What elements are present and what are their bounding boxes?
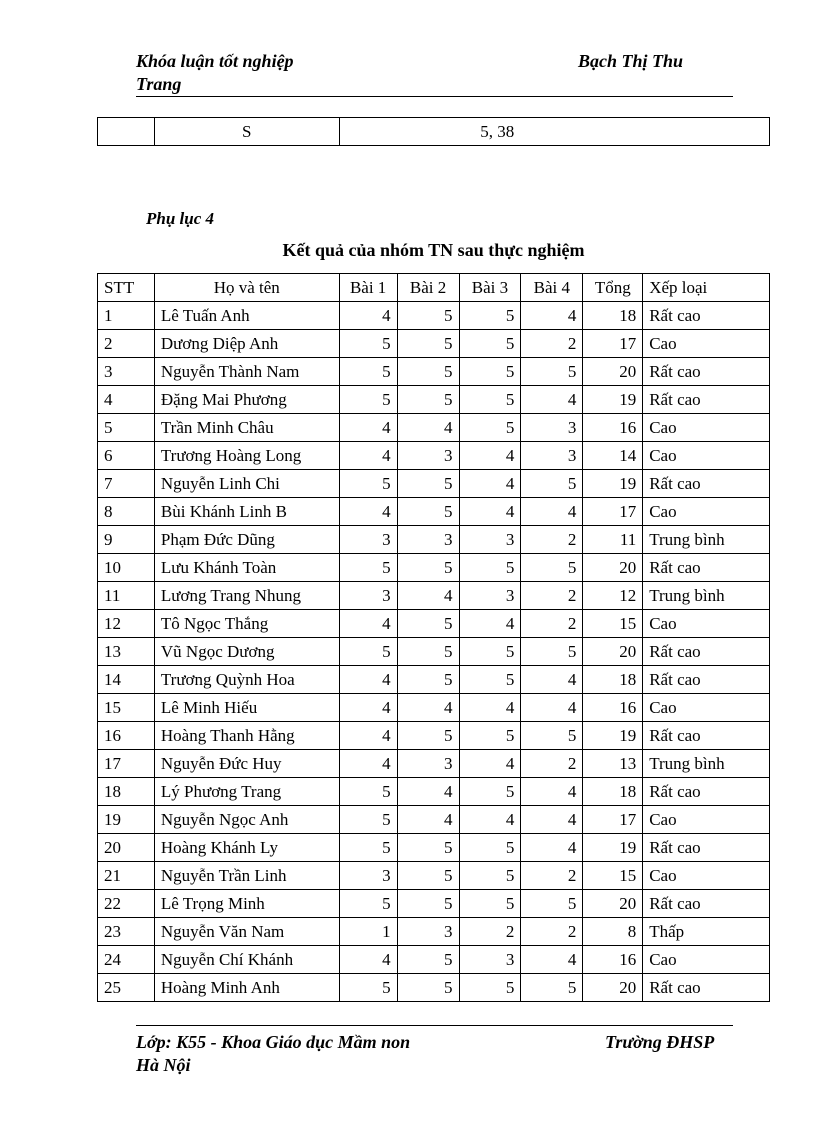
name-cell: Trần Minh Châu xyxy=(154,414,339,442)
bai4-cell: 5 xyxy=(521,554,583,582)
table-row xyxy=(98,358,770,386)
rank-cell: Cao xyxy=(643,442,770,470)
bai1-cell: 5 xyxy=(339,554,397,582)
bai1-cell: 4 xyxy=(339,750,397,778)
bai2-cell: 5 xyxy=(397,330,459,358)
total-cell: 18 xyxy=(583,666,643,694)
bai2-cell: 5 xyxy=(397,554,459,582)
stt-cell: 19 xyxy=(98,806,155,834)
rank-cell: Rất cao xyxy=(643,722,770,750)
header-left-line1: Khóa luận tốt nghiệp xyxy=(136,51,294,71)
rank-cell: Rất cao xyxy=(643,638,770,666)
rank-cell: Rất cao xyxy=(643,890,770,918)
bai1-cell: 5 xyxy=(339,890,397,918)
table-row xyxy=(98,722,770,750)
bai1-cell: 4 xyxy=(339,414,397,442)
column-header: Xếp loại xyxy=(643,274,770,302)
header-rule xyxy=(136,96,733,97)
rank-cell: Rất cao xyxy=(643,470,770,498)
footer-rule xyxy=(136,1025,733,1026)
bai3-cell: 4 xyxy=(459,610,521,638)
name-cell: Nguyễn Trần Linh xyxy=(154,862,339,890)
bai4-cell: 4 xyxy=(521,302,583,330)
name-cell: Tô Ngọc Thắng xyxy=(154,610,339,638)
bai2-cell: 5 xyxy=(397,722,459,750)
table-row xyxy=(98,778,770,806)
bai4-cell: 2 xyxy=(521,610,583,638)
bai3-cell: 4 xyxy=(459,694,521,722)
bai4-cell: 5 xyxy=(521,638,583,666)
name-cell: Dương Diệp Anh xyxy=(154,330,339,358)
table-row xyxy=(98,862,770,890)
bai4-cell: 5 xyxy=(521,974,583,1002)
total-cell: 18 xyxy=(583,302,643,330)
bai1-cell: 5 xyxy=(339,330,397,358)
bai3-cell: 5 xyxy=(459,638,521,666)
bai1-cell: 5 xyxy=(339,806,397,834)
total-cell: 16 xyxy=(583,414,643,442)
bai4-cell: 4 xyxy=(521,666,583,694)
column-header: Họ và tên xyxy=(154,274,339,302)
total-cell: 16 xyxy=(583,694,643,722)
total-cell: 20 xyxy=(583,890,643,918)
bai1-cell: 4 xyxy=(339,722,397,750)
table-row xyxy=(98,330,770,358)
bai3-cell: 5 xyxy=(459,386,521,414)
bai3-cell: 4 xyxy=(459,442,521,470)
name-cell: Nguyễn Văn Nam xyxy=(154,918,339,946)
rank-cell: Thấp xyxy=(643,918,770,946)
bai1-cell: 4 xyxy=(339,946,397,974)
stt-cell: 2 xyxy=(98,330,155,358)
stt-cell: 25 xyxy=(98,974,155,1002)
bai2-cell: 5 xyxy=(397,862,459,890)
table-row xyxy=(98,498,770,526)
table-row xyxy=(98,918,770,946)
bai4-cell: 3 xyxy=(521,414,583,442)
bai3-cell: 2 xyxy=(459,918,521,946)
rank-cell: Cao xyxy=(643,806,770,834)
stt-cell: 1 xyxy=(98,302,155,330)
total-cell: 17 xyxy=(583,330,643,358)
total-cell: 17 xyxy=(583,498,643,526)
stt-cell: 10 xyxy=(98,554,155,582)
bai4-cell: 2 xyxy=(521,330,583,358)
table-row xyxy=(98,974,770,1002)
total-cell: 19 xyxy=(583,386,643,414)
stt-cell: 12 xyxy=(98,610,155,638)
top-table-row xyxy=(98,118,770,146)
header-right: Bạch Thị Thu xyxy=(578,51,684,71)
stt-cell: 6 xyxy=(98,442,155,470)
top-table-label: S xyxy=(154,118,339,146)
top-table-value: 5, 38 xyxy=(339,118,769,146)
total-cell: 20 xyxy=(583,638,643,666)
bai4-cell: 3 xyxy=(521,442,583,470)
bai3-cell: 4 xyxy=(459,750,521,778)
total-cell: 17 xyxy=(583,806,643,834)
bai3-cell: 5 xyxy=(459,330,521,358)
name-cell: Hoàng Khánh Ly xyxy=(154,834,339,862)
bai2-cell: 5 xyxy=(397,498,459,526)
bai2-cell: 5 xyxy=(397,358,459,386)
table-row xyxy=(98,554,770,582)
stt-cell: 9 xyxy=(98,526,155,554)
table-row xyxy=(98,386,770,414)
bai2-cell: 5 xyxy=(397,386,459,414)
table-row xyxy=(98,610,770,638)
footer-left-line2: Hà Nội xyxy=(136,1055,191,1075)
stt-cell: 15 xyxy=(98,694,155,722)
column-header: Tổng xyxy=(583,274,643,302)
bai4-cell: 4 xyxy=(521,834,583,862)
table-row xyxy=(98,666,770,694)
bai4-cell: 4 xyxy=(521,946,583,974)
bai3-cell: 3 xyxy=(459,582,521,610)
bai3-cell: 5 xyxy=(459,554,521,582)
bai1-cell: 4 xyxy=(339,610,397,638)
rank-cell: Cao xyxy=(643,610,770,638)
bai2-cell: 5 xyxy=(397,302,459,330)
total-cell: 8 xyxy=(583,918,643,946)
bai1-cell: 4 xyxy=(339,302,397,330)
rank-cell: Rất cao xyxy=(643,554,770,582)
bai2-cell: 4 xyxy=(397,778,459,806)
bai3-cell: 5 xyxy=(459,302,521,330)
bai3-cell: 3 xyxy=(459,946,521,974)
bai3-cell: 3 xyxy=(459,526,521,554)
stt-cell: 13 xyxy=(98,638,155,666)
name-cell: Lương Trang Nhung xyxy=(154,582,339,610)
table-header-row xyxy=(98,274,770,302)
bai3-cell: 4 xyxy=(459,498,521,526)
rank-cell: Trung bình xyxy=(643,582,770,610)
rank-cell: Cao xyxy=(643,862,770,890)
bai3-cell: 5 xyxy=(459,358,521,386)
rank-cell: Rất cao xyxy=(643,302,770,330)
table-row xyxy=(98,834,770,862)
name-cell: Nguyễn Ngọc Anh xyxy=(154,806,339,834)
bai4-cell: 2 xyxy=(521,582,583,610)
bai2-cell: 5 xyxy=(397,666,459,694)
bai2-cell: 4 xyxy=(397,414,459,442)
name-cell: Hoàng Minh Anh xyxy=(154,974,339,1002)
rank-cell: Rất cao xyxy=(643,386,770,414)
bai3-cell: 5 xyxy=(459,778,521,806)
bai3-cell: 5 xyxy=(459,834,521,862)
total-cell: 20 xyxy=(583,554,643,582)
bai1-cell: 5 xyxy=(339,386,397,414)
rank-cell: Rất cao xyxy=(643,666,770,694)
table-row xyxy=(98,694,770,722)
table-row xyxy=(98,946,770,974)
rank-cell: Rất cao xyxy=(643,778,770,806)
bai2-cell: 5 xyxy=(397,610,459,638)
bai1-cell: 4 xyxy=(339,666,397,694)
bai2-cell: 5 xyxy=(397,890,459,918)
bai4-cell: 2 xyxy=(521,750,583,778)
bai2-cell: 4 xyxy=(397,694,459,722)
name-cell: Trương Quỳnh Hoa xyxy=(154,666,339,694)
table-row xyxy=(98,638,770,666)
bai1-cell: 5 xyxy=(339,834,397,862)
total-cell: 12 xyxy=(583,582,643,610)
total-cell: 15 xyxy=(583,862,643,890)
rank-cell: Cao xyxy=(643,498,770,526)
name-cell: Phạm Đức Dũng xyxy=(154,526,339,554)
stt-cell: 16 xyxy=(98,722,155,750)
name-cell: Lê Minh Hiếu xyxy=(154,694,339,722)
stt-cell: 24 xyxy=(98,946,155,974)
bai1-cell: 3 xyxy=(339,582,397,610)
bai4-cell: 5 xyxy=(521,722,583,750)
bai4-cell: 4 xyxy=(521,498,583,526)
rank-cell: Trung bình xyxy=(643,750,770,778)
rank-cell: Rất cao xyxy=(643,358,770,386)
total-cell: 19 xyxy=(583,470,643,498)
bai2-cell: 5 xyxy=(397,834,459,862)
name-cell: Nguyễn Đức Huy xyxy=(154,750,339,778)
bai1-cell: 1 xyxy=(339,918,397,946)
total-cell: 19 xyxy=(583,834,643,862)
rank-cell: Cao xyxy=(643,414,770,442)
total-cell: 18 xyxy=(583,778,643,806)
total-cell: 13 xyxy=(583,750,643,778)
stt-cell: 17 xyxy=(98,750,155,778)
bai4-cell: 4 xyxy=(521,806,583,834)
table-row xyxy=(98,890,770,918)
column-header: STT xyxy=(98,274,155,302)
stt-cell: 4 xyxy=(98,386,155,414)
name-cell: Đặng Mai Phương xyxy=(154,386,339,414)
bai1-cell: 5 xyxy=(339,974,397,1002)
table-caption: Kết quả của nhóm TN sau thực nghiệm xyxy=(282,240,585,260)
bai3-cell: 5 xyxy=(459,722,521,750)
bai1-cell: 3 xyxy=(339,862,397,890)
bai2-cell: 4 xyxy=(397,806,459,834)
rank-cell: Rất cao xyxy=(643,834,770,862)
bai4-cell: 2 xyxy=(521,918,583,946)
bai2-cell: 5 xyxy=(397,638,459,666)
stt-cell: 7 xyxy=(98,470,155,498)
name-cell: Hoàng Thanh Hằng xyxy=(154,722,339,750)
table-row xyxy=(98,302,770,330)
bai1-cell: 5 xyxy=(339,358,397,386)
name-cell: Lưu Khánh Toàn xyxy=(154,554,339,582)
bai2-cell: 3 xyxy=(397,918,459,946)
bai3-cell: 4 xyxy=(459,470,521,498)
stt-cell: 11 xyxy=(98,582,155,610)
bai3-cell: 5 xyxy=(459,666,521,694)
name-cell: Lê Tuấn Anh xyxy=(154,302,339,330)
total-cell: 19 xyxy=(583,722,643,750)
stt-cell: 23 xyxy=(98,918,155,946)
stt-cell: 21 xyxy=(98,862,155,890)
bai2-cell: 3 xyxy=(397,442,459,470)
bai2-cell: 3 xyxy=(397,750,459,778)
bai1-cell: 4 xyxy=(339,694,397,722)
bai1-cell: 4 xyxy=(339,498,397,526)
bai1-cell: 5 xyxy=(339,638,397,666)
footer-left-line1: Lớp: K55 - Khoa Giáo dục Mầm non xyxy=(136,1032,411,1052)
total-cell: 15 xyxy=(583,610,643,638)
bai4-cell: 2 xyxy=(521,526,583,554)
column-header: Bài 3 xyxy=(459,274,521,302)
name-cell: Trương Hoàng Long xyxy=(154,442,339,470)
appendix-title: Phụ lục 4 xyxy=(146,209,215,228)
bai4-cell: 4 xyxy=(521,386,583,414)
column-header: Bài 4 xyxy=(521,274,583,302)
bai4-cell: 5 xyxy=(521,470,583,498)
stt-cell: 8 xyxy=(98,498,155,526)
name-cell: Lê Trọng Minh xyxy=(154,890,339,918)
bai3-cell: 5 xyxy=(459,862,521,890)
stt-cell: 22 xyxy=(98,890,155,918)
bai3-cell: 4 xyxy=(459,806,521,834)
stt-cell: 14 xyxy=(98,666,155,694)
bai1-cell: 4 xyxy=(339,442,397,470)
stt-cell: 18 xyxy=(98,778,155,806)
rank-cell: Cao xyxy=(643,694,770,722)
bai4-cell: 5 xyxy=(521,358,583,386)
bai2-cell: 5 xyxy=(397,946,459,974)
bai1-cell: 5 xyxy=(339,470,397,498)
bai3-cell: 5 xyxy=(459,890,521,918)
bai3-cell: 5 xyxy=(459,974,521,1002)
total-cell: 20 xyxy=(583,974,643,1002)
bai2-cell: 3 xyxy=(397,526,459,554)
rank-cell: Cao xyxy=(643,330,770,358)
table-row xyxy=(98,442,770,470)
name-cell: Bùi Khánh Linh B xyxy=(154,498,339,526)
rank-cell: Cao xyxy=(643,946,770,974)
table-row xyxy=(98,806,770,834)
bai4-cell: 4 xyxy=(521,778,583,806)
bai4-cell: 4 xyxy=(521,694,583,722)
total-cell: 16 xyxy=(583,946,643,974)
name-cell: Nguyễn Chí Khánh xyxy=(154,946,339,974)
header-left-line2: Trang xyxy=(136,74,182,94)
table-row xyxy=(98,750,770,778)
name-cell: Nguyễn Linh Chi xyxy=(154,470,339,498)
bai1-cell: 5 xyxy=(339,778,397,806)
stt-cell: 3 xyxy=(98,358,155,386)
bai2-cell: 5 xyxy=(397,974,459,1002)
stt-cell: 5 xyxy=(98,414,155,442)
bai4-cell: 2 xyxy=(521,862,583,890)
name-cell: Lý Phương Trang xyxy=(154,778,339,806)
column-header: Bài 1 xyxy=(339,274,397,302)
rank-cell: Trung bình xyxy=(643,526,770,554)
name-cell: Vũ Ngọc Dương xyxy=(154,638,339,666)
bai4-cell: 5 xyxy=(521,890,583,918)
name-cell: Nguyễn Thành Nam xyxy=(154,358,339,386)
table-row xyxy=(98,470,770,498)
rank-cell: Rất cao xyxy=(643,974,770,1002)
total-cell: 11 xyxy=(583,526,643,554)
stt-cell: 20 xyxy=(98,834,155,862)
total-cell: 14 xyxy=(583,442,643,470)
bai2-cell: 5 xyxy=(397,470,459,498)
bai1-cell: 3 xyxy=(339,526,397,554)
table-row xyxy=(98,582,770,610)
total-cell: 20 xyxy=(583,358,643,386)
bai2-cell: 4 xyxy=(397,582,459,610)
column-header: Bài 2 xyxy=(397,274,459,302)
table-row xyxy=(98,526,770,554)
table-row xyxy=(98,414,770,442)
footer-right: Trường ĐHSP xyxy=(605,1032,715,1052)
results-table xyxy=(97,273,770,1002)
top-table-empty-cell xyxy=(98,118,155,146)
bai3-cell: 5 xyxy=(459,414,521,442)
top-table xyxy=(97,117,770,146)
